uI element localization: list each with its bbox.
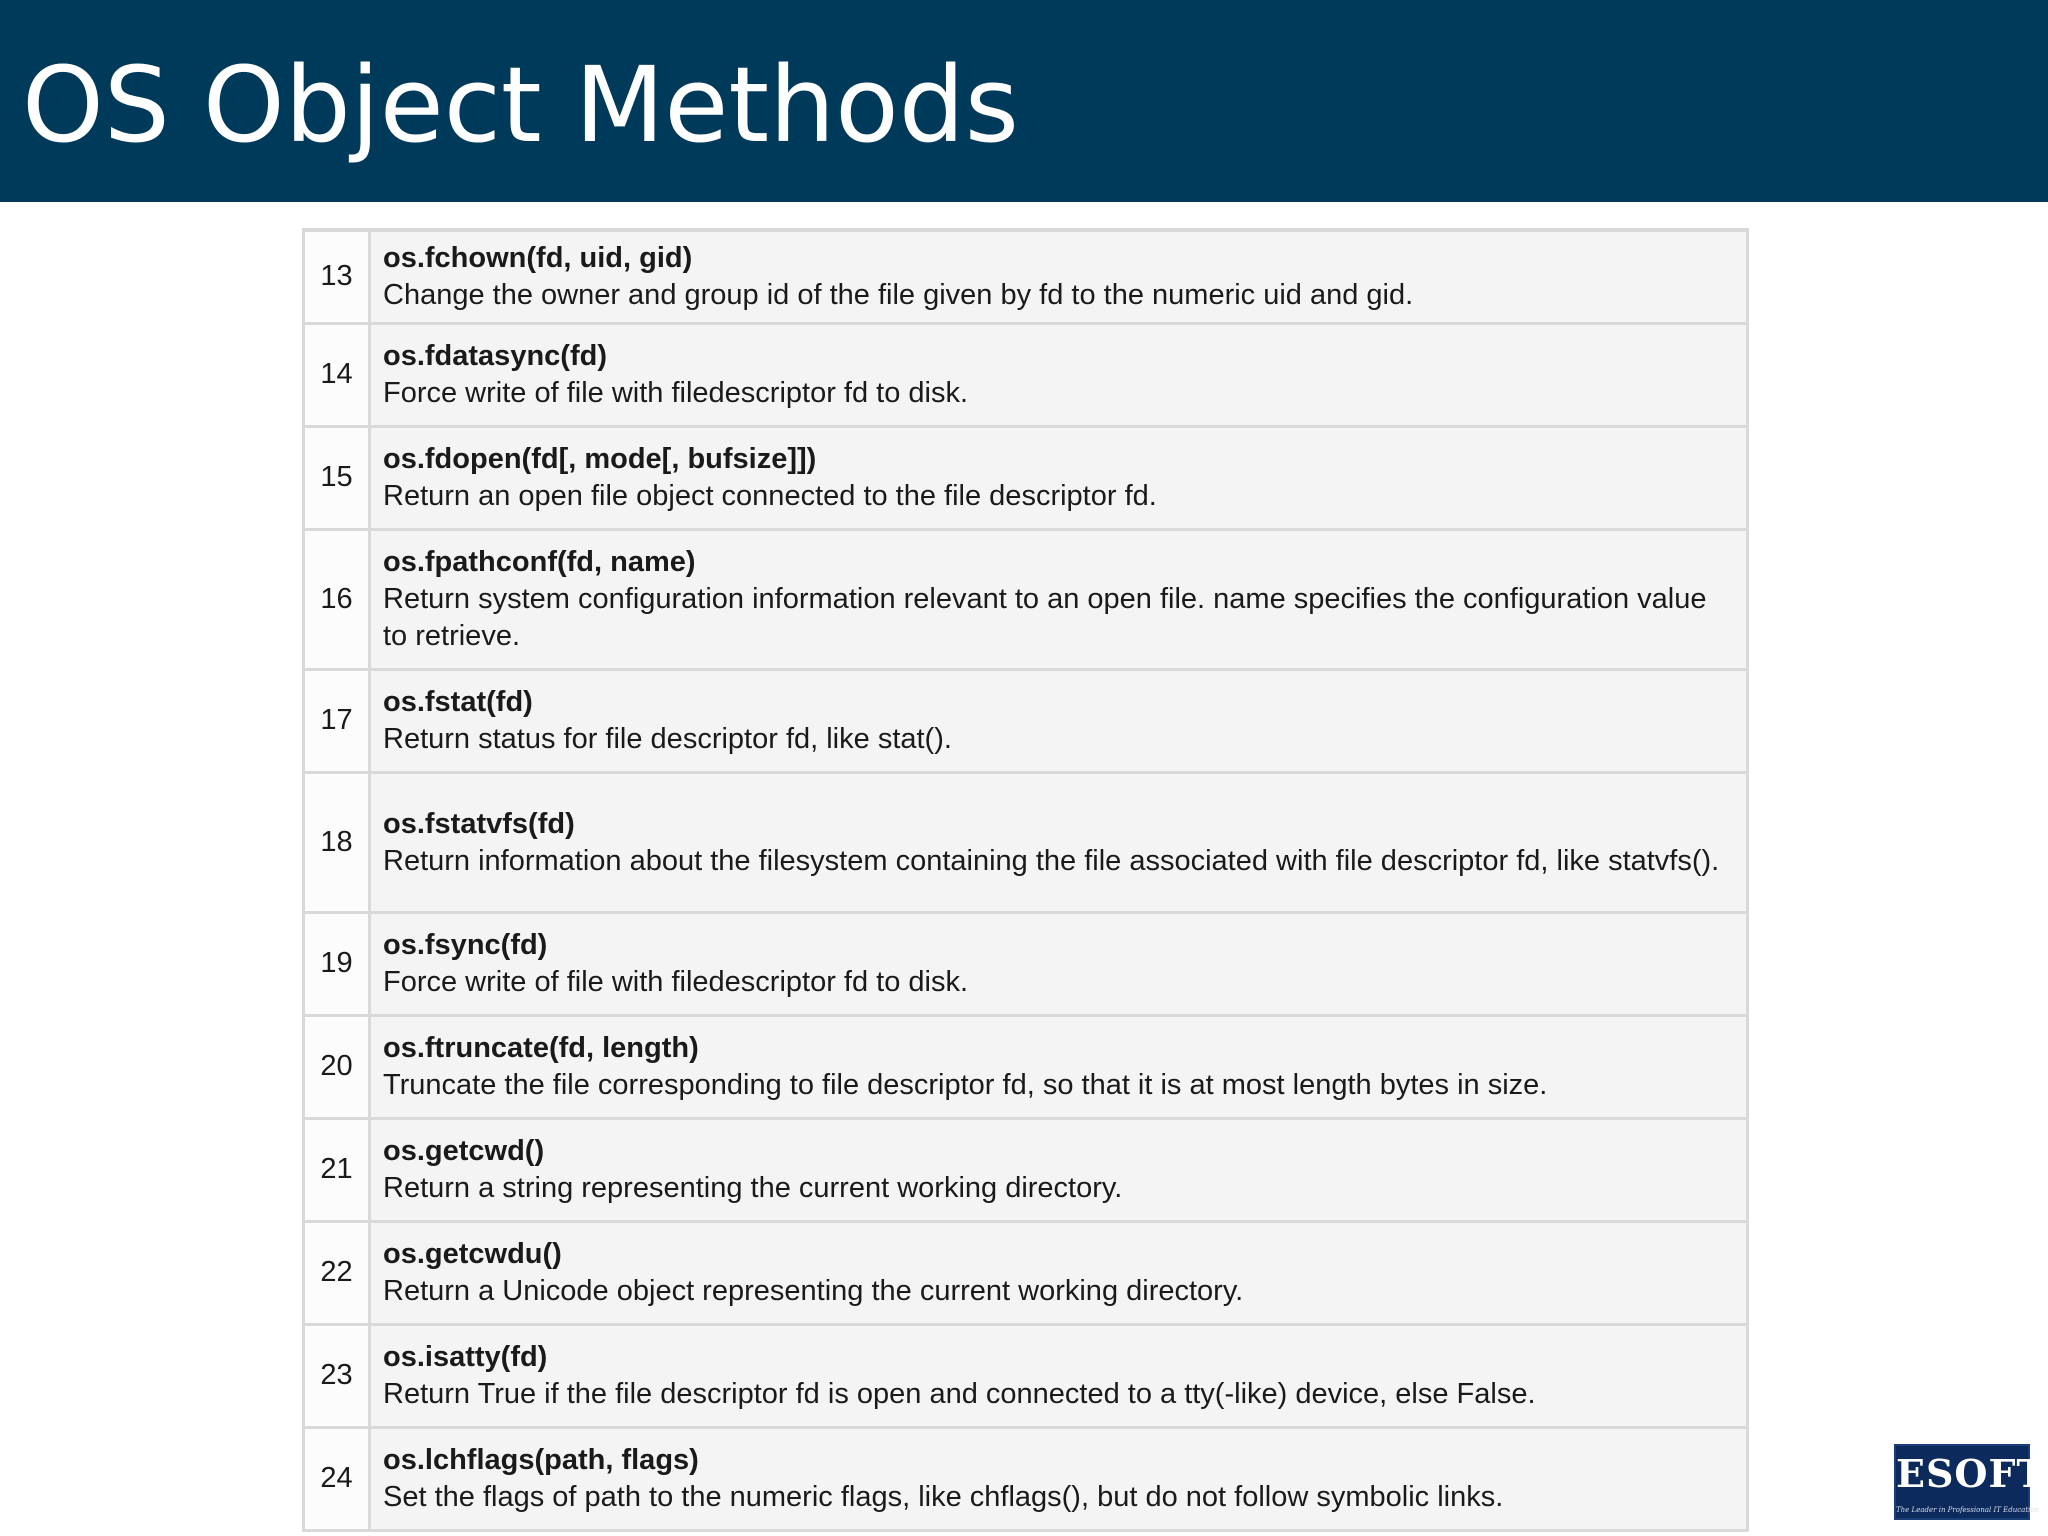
row-number: 15 bbox=[304, 426, 370, 529]
table-row bbox=[304, 1221, 1748, 1324]
row-number: 24 bbox=[304, 1427, 370, 1530]
method-name: os.fdopen(fd[, mode[, bufsize]]) bbox=[383, 443, 817, 475]
logo-wordmark: ESOFT bbox=[1896, 1451, 2046, 1496]
method-cell bbox=[370, 912, 1748, 1015]
slide-title: OS Object Methods bbox=[22, 44, 1019, 166]
method-cell bbox=[370, 230, 1748, 323]
method-cell bbox=[370, 426, 1748, 529]
row-number: 17 bbox=[304, 669, 370, 772]
method-description: Return an open file object connected to the file descriptor fd. bbox=[383, 480, 1157, 512]
method-description: Force write of file with filedescriptor fd to disk. bbox=[383, 377, 969, 409]
method-description: Change the owner and group id of the file given by fd to the numeric uid and gid. bbox=[383, 279, 1414, 312]
method-description: Return system configuration information relevant to an open file. name specifies the configuration value to retrieve. bbox=[383, 583, 1707, 652]
method-description: Force write of file with filedescriptor fd to disk. bbox=[383, 966, 969, 998]
method-name: os.fstatvfs(fd) bbox=[383, 807, 575, 840]
row-number: 16 bbox=[304, 529, 370, 669]
table-row bbox=[304, 1015, 1748, 1118]
method-cell bbox=[370, 1015, 1748, 1118]
row-number: 23 bbox=[304, 1324, 370, 1427]
table-row bbox=[304, 323, 1748, 426]
row-number: 20 bbox=[304, 1015, 370, 1118]
table-row bbox=[304, 1324, 1748, 1427]
row-number: 18 bbox=[304, 772, 370, 912]
method-name: os.ftruncate(fd, length) bbox=[383, 1032, 699, 1064]
table-row bbox=[304, 1118, 1748, 1221]
table-row bbox=[304, 529, 1748, 669]
method-name: os.fdatasync(fd) bbox=[383, 340, 607, 372]
esoft-logo bbox=[1894, 1444, 2046, 1520]
method-name: os.fchown(fd, uid, gid) bbox=[383, 242, 693, 275]
table-row bbox=[304, 669, 1748, 772]
method-cell bbox=[370, 529, 1748, 669]
table-row bbox=[304, 912, 1748, 1015]
method-cell bbox=[370, 669, 1748, 772]
method-cell bbox=[370, 323, 1748, 426]
method-cell bbox=[370, 1118, 1748, 1221]
method-cell bbox=[370, 1427, 1748, 1530]
methods-table bbox=[302, 228, 1749, 1532]
row-number: 22 bbox=[304, 1221, 370, 1324]
method-description: Set the flags of path to the numeric flags, like chflags(), but do not follow symbolic links. bbox=[383, 1481, 1504, 1513]
logo-tagline: The Leader in Professional IT Education bbox=[1896, 1506, 2040, 1514]
table-row bbox=[304, 230, 1748, 323]
method-description: Return information about the filesystem containing the file associated with file descriptor fd, like statvfs(). bbox=[383, 844, 1720, 877]
table-row bbox=[304, 426, 1748, 529]
method-name: os.fpathconf(fd, name) bbox=[383, 546, 696, 578]
table-row bbox=[304, 772, 1748, 912]
row-number: 21 bbox=[304, 1118, 370, 1221]
method-cell bbox=[370, 772, 1748, 912]
method-name: os.isatty(fd) bbox=[383, 1341, 548, 1373]
method-cell bbox=[370, 1324, 1748, 1427]
method-cell bbox=[370, 1221, 1748, 1324]
method-name: os.fstat(fd) bbox=[383, 686, 533, 718]
method-name: os.getcwdu() bbox=[383, 1238, 562, 1270]
method-description: Return True if the file descriptor fd is open and connected to a tty(-like) device, else False. bbox=[383, 1378, 1536, 1410]
method-description: Return a string representing the current working directory. bbox=[383, 1172, 1123, 1204]
method-name: os.lchflags(path, flags) bbox=[383, 1444, 699, 1476]
method-name: os.fsync(fd) bbox=[383, 929, 548, 961]
row-number: 19 bbox=[304, 912, 370, 1015]
title-bar bbox=[0, 0, 2048, 202]
method-description: Return a Unicode object representing the current working directory. bbox=[383, 1275, 1244, 1307]
method-description: Return status for file descriptor fd, like stat(). bbox=[383, 723, 952, 755]
table-row bbox=[304, 1427, 1748, 1530]
row-number: 14 bbox=[304, 323, 370, 426]
row-number: 13 bbox=[304, 230, 370, 323]
method-description: Truncate the file corresponding to file descriptor fd, so that it is at most length bytes in size. bbox=[383, 1069, 1548, 1101]
method-name: os.getcwd() bbox=[383, 1135, 545, 1167]
